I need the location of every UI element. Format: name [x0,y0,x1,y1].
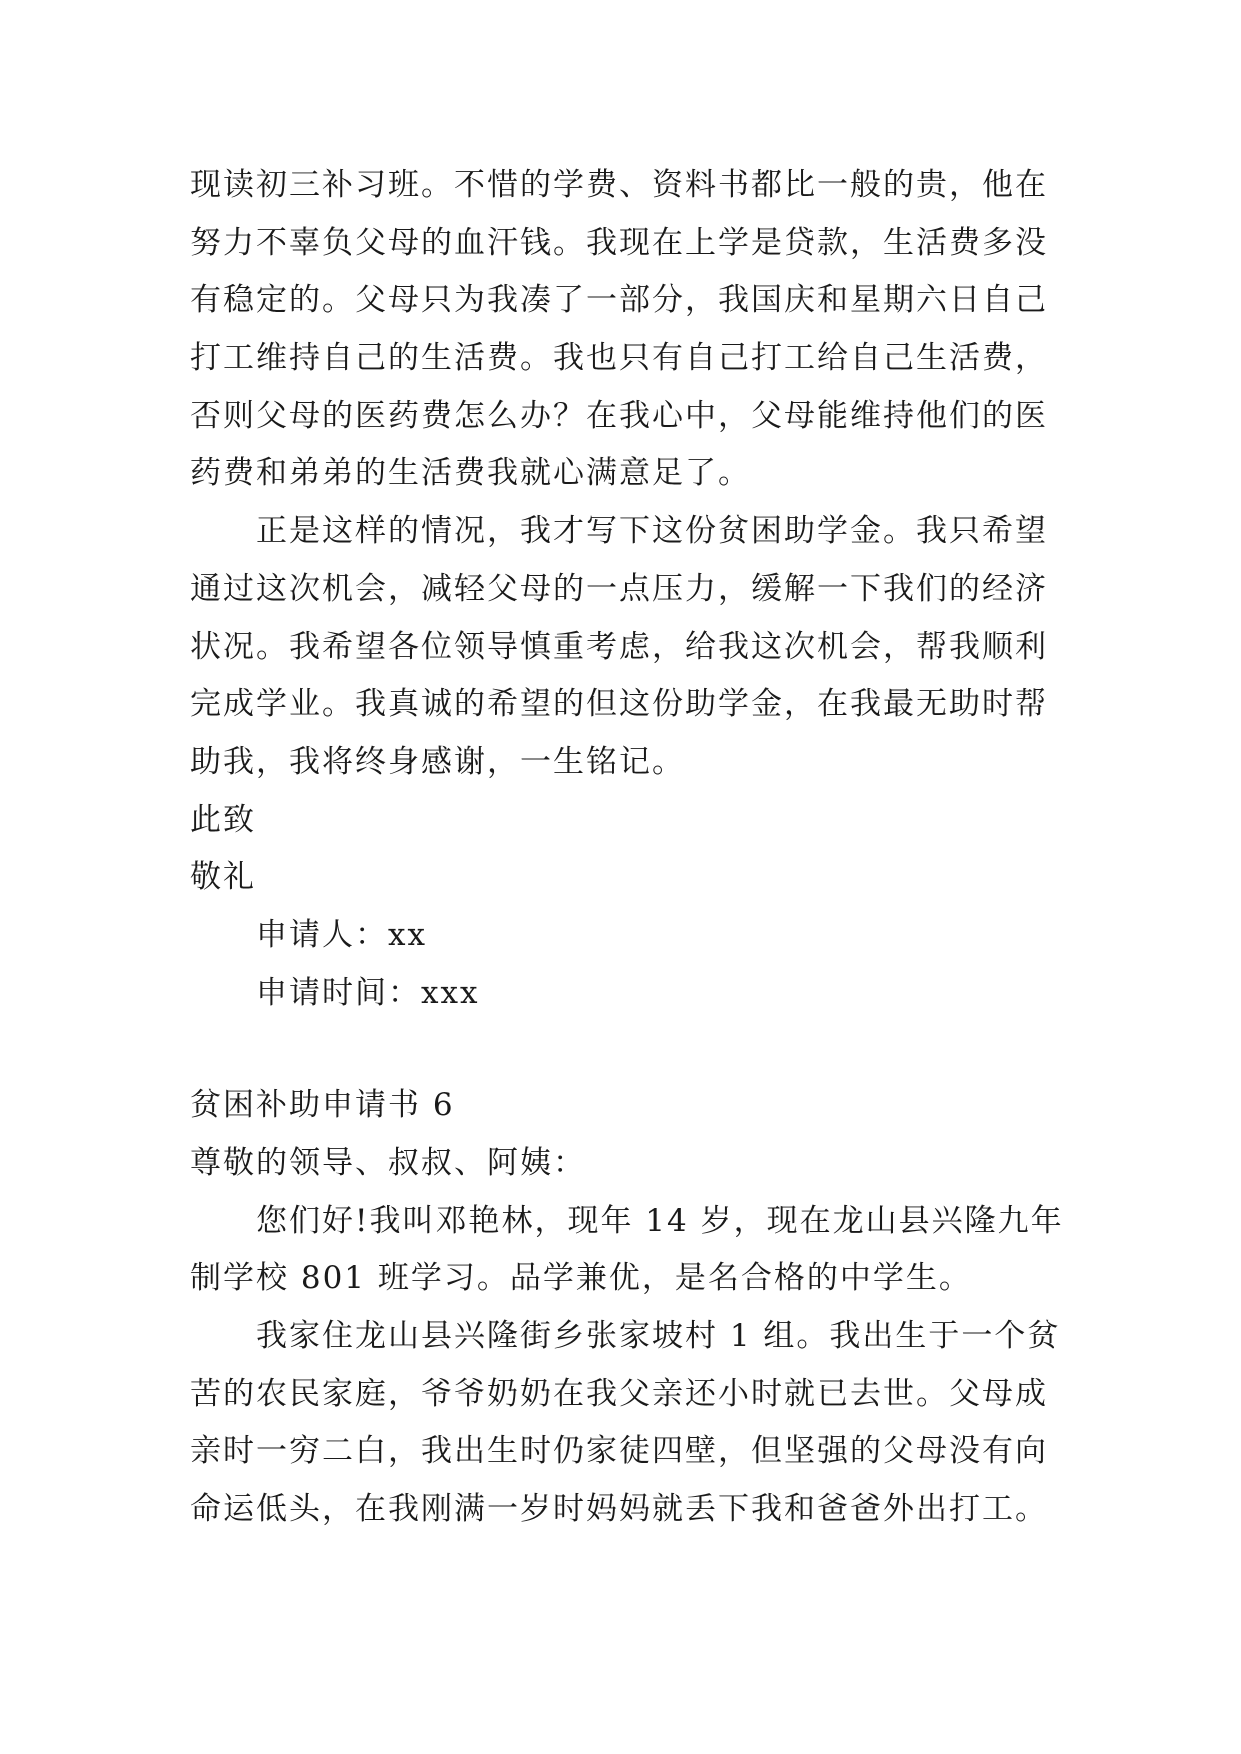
text-line: 制学校 801 班学习。品学兼优，是名合格的中学生。 [190,1260,972,1297]
text-line: 完成学业。我真诚的希望的但这份助学金，在我最无助时帮 [190,686,1048,723]
text-line: 助我，我将终身感谢，一生铭记。 [190,743,685,780]
text-line: 命运低头，在我刚满一岁时妈妈就丢下我和爸爸外出打工。 [190,1491,1048,1528]
text-line: 正是这样的情况，我才写下这份贫困助学金。我只希望 [256,513,1048,550]
section-gap [190,1022,1070,1077]
applicant-line: 申请人：xx [256,916,427,953]
text-line: 通过这次机会，减轻父母的一点压力，缓解一下我们的经济 [190,570,1048,607]
document-page [190,157,1070,1539]
text-line: 您们好!我叫邓艳林，现年 14 岁，现在龙山县兴隆九年 [256,1202,1064,1239]
text-line: 努力不辜负父母的血汗钱。我现在上学是贷款，生活费多没 [190,224,1048,261]
date-line: 申请时间：xxx [256,974,480,1011]
text-line: 否则父母的医药费怎么办？在我心中，父母能维持他们的医 [190,397,1048,434]
text-line: 我家住龙山县兴隆街乡张家坡村 1 组。我出生于一个贫 [256,1318,1061,1355]
text-line: 打工维持自己的生活费。我也只有自己打工给自己生活费， [190,340,1048,377]
text-line: 药费和弟弟的生活费我就心满意足了。 [190,455,751,492]
closing-cizhi: 此致 [190,801,256,838]
text-line: 状况。我希望各位领导慎重考虑，给我这次机会，帮我顺利 [190,628,1048,665]
text-line: 亲时一穷二白，我出生时仍家徒四壁，但坚强的父母没有向 [190,1433,1048,1470]
section-title: 贫困补助申请书 6 [190,1087,455,1124]
closing-jingli: 敬礼 [190,859,256,896]
text-line: 现读初三补习班。不惜的学费、资料书都比一般的贵，他在 [190,167,1048,203]
text-line: 苦的农民家庭，爷爷奶奶在我父亲还小时就已去世。父母成 [190,1375,1048,1412]
salutation: 尊敬的领导、叔叔、阿姨： [190,1145,586,1181]
text-line: 有稳定的。父母只为我凑了一部分，我国庆和星期六日自己 [190,282,1048,319]
